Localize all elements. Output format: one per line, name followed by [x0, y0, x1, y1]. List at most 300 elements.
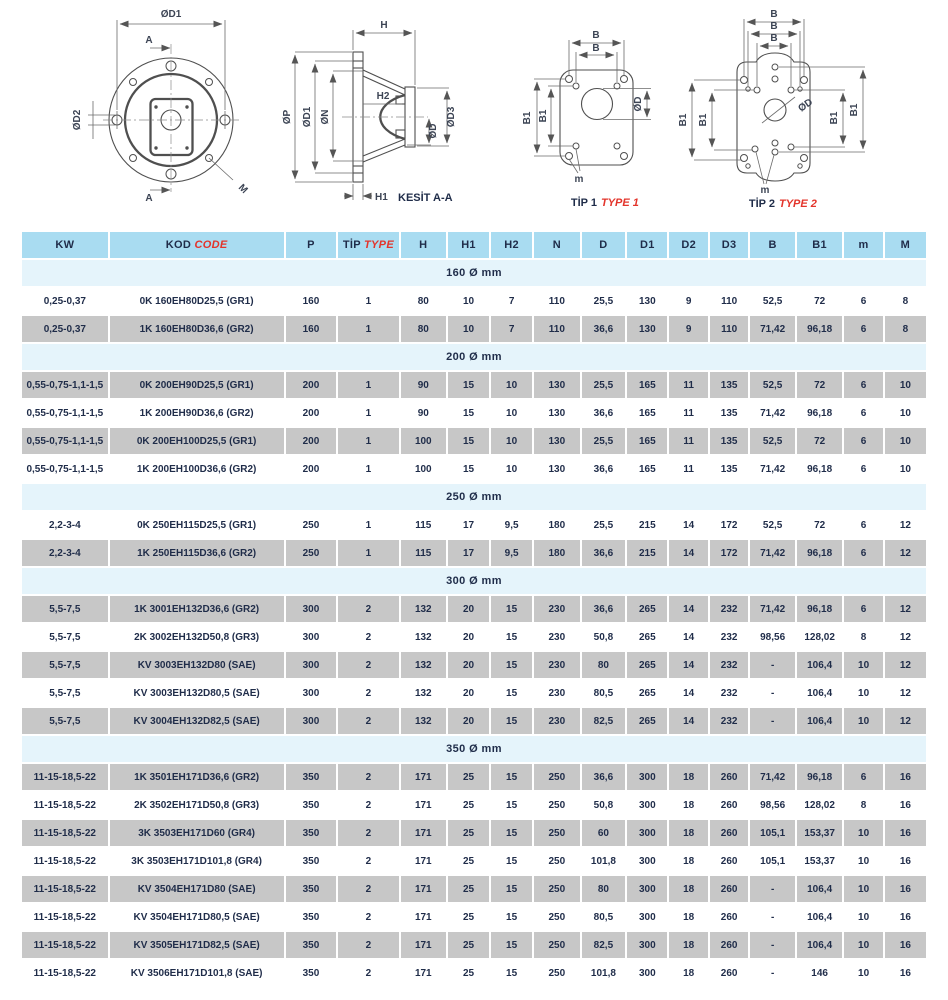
table-cell: 6 — [844, 428, 882, 454]
table-cell: 1 — [338, 512, 398, 538]
table-cell: 10 — [844, 708, 882, 734]
table-cell: 130 — [534, 372, 579, 398]
tip1-caption-en: TYPE 1 — [601, 197, 639, 209]
table-cell: 5,5-7,5 — [22, 596, 108, 622]
table-cell: 10 — [844, 960, 882, 986]
table-cell: 1K 250EH115D36,6 (GR2) — [110, 540, 284, 566]
table-cell: 100 — [401, 456, 446, 482]
table-cell: 130 — [627, 288, 667, 314]
table-cell: KV 3506EH171D101,8 (SAE) — [110, 960, 284, 986]
table-cell: 1 — [338, 288, 398, 314]
col-header-h: H — [401, 232, 446, 258]
table-cell: 50,8 — [582, 624, 626, 650]
table-cell: 350 — [286, 792, 337, 818]
col-header-kw: KW — [22, 232, 108, 258]
table-cell: - — [750, 708, 795, 734]
table-cell: 12 — [885, 652, 926, 678]
table-cell: 250 — [534, 764, 579, 790]
table-cell: 90 — [401, 400, 446, 426]
table-cell: 52,5 — [750, 372, 795, 398]
table-cell: 82,5 — [582, 708, 626, 734]
table-cell: 200 — [286, 372, 337, 398]
table-cell: 11 — [669, 400, 707, 426]
table-cell: 10 — [844, 904, 882, 930]
table-cell: 1 — [338, 372, 398, 398]
table-cell: 80,5 — [582, 904, 626, 930]
table-cell: 12 — [885, 596, 926, 622]
table-cell: 130 — [627, 316, 667, 342]
table-cell: 130 — [534, 428, 579, 454]
table-cell: 18 — [669, 848, 707, 874]
table-cell: 18 — [669, 932, 707, 958]
table-cell: 132 — [401, 680, 446, 706]
table-cell: 106,4 — [797, 652, 842, 678]
table-cell: 250 — [534, 792, 579, 818]
table-cell: 160 — [286, 288, 337, 314]
table-cell: 6 — [844, 764, 882, 790]
table-cell: 2 — [338, 764, 398, 790]
table-cell: 18 — [669, 904, 707, 930]
dim-label-b1-right-outer: B1 — [849, 103, 860, 117]
table-cell: 1K 200EH90D36,6 (GR2) — [110, 400, 284, 426]
table-cell: 0,55-0,75-1,1-1,5 — [22, 400, 108, 426]
col-header-n: N — [534, 232, 579, 258]
table-cell: 165 — [627, 428, 667, 454]
dim-label-h: H — [380, 20, 388, 31]
table-cell: 10 — [491, 428, 532, 454]
dim-label-m-tip2: m — [760, 185, 770, 196]
table-cell: 96,18 — [797, 400, 842, 426]
table-cell: 350 — [286, 932, 337, 958]
col-header-kod: KOD CODE — [110, 232, 284, 258]
table-cell: 7 — [491, 288, 532, 314]
table-cell: 0K 200EH90D25,5 (GR1) — [110, 372, 284, 398]
table-cell: 300 — [627, 820, 667, 846]
table-cell: KV 3504EH171D80 (SAE) — [110, 876, 284, 902]
table-cell: 135 — [710, 400, 748, 426]
table-row — [22, 652, 926, 678]
table-cell: 0,55-0,75-1,1-1,5 — [22, 428, 108, 454]
table-cell: 230 — [534, 624, 579, 650]
table-row — [22, 596, 926, 622]
table-cell: 11-15-18,5-22 — [22, 876, 108, 902]
table-cell: 2 — [338, 848, 398, 874]
table-cell: 300 — [627, 960, 667, 986]
col-header-p: P — [286, 232, 337, 258]
table-cell: KV 3505EH171D82,5 (SAE) — [110, 932, 284, 958]
table-cell: 14 — [669, 708, 707, 734]
tip1-drawing — [522, 30, 651, 209]
table-cell: 2K 3502EH171D50,8 (GR3) — [110, 792, 284, 818]
table-cell: 9,5 — [491, 540, 532, 566]
table-cell: 15 — [491, 848, 532, 874]
col-header-d2: D2 — [669, 232, 707, 258]
table-cell: 265 — [627, 624, 667, 650]
table-cell: 0,55-0,75-1,1-1,5 — [22, 456, 108, 482]
table-cell: 101,8 — [582, 960, 626, 986]
table-cell: 72 — [797, 428, 842, 454]
table-cell: 300 — [627, 904, 667, 930]
table-cell: 96,18 — [797, 596, 842, 622]
table-cell: 16 — [885, 848, 926, 874]
table-cell: 6 — [844, 316, 882, 342]
table-cell: 200 — [286, 428, 337, 454]
table-cell: 106,4 — [797, 708, 842, 734]
table-row — [22, 764, 926, 790]
dim-label-h2: H2 — [376, 91, 390, 102]
table-cell: 180 — [534, 512, 579, 538]
table-cell: 15 — [491, 652, 532, 678]
table-cell: 18 — [669, 960, 707, 986]
table-cell: 10 — [844, 848, 882, 874]
table-cell: 2 — [338, 596, 398, 622]
table-cell: 110 — [534, 316, 579, 342]
table-cell: 101,8 — [582, 848, 626, 874]
table-cell: 14 — [669, 624, 707, 650]
table-cell: 2 — [338, 680, 398, 706]
table-cell: - — [750, 932, 795, 958]
table-cell: KV 3004EH132D82,5 (SAE) — [110, 708, 284, 734]
technical-drawings — [0, 0, 948, 230]
col-header-m-small: m — [844, 232, 882, 258]
table-cell: 18 — [669, 876, 707, 902]
table-cell: 130 — [534, 400, 579, 426]
dim-label-od1-section: ØD1 — [302, 106, 313, 128]
table-cell: 128,02 — [797, 624, 842, 650]
table-cell: 2 — [338, 708, 398, 734]
table-row — [22, 372, 926, 398]
table-cell: 20 — [448, 596, 489, 622]
table-cell: 25,5 — [582, 372, 626, 398]
table-cell: 300 — [286, 652, 337, 678]
dim-label-od3: ØD3 — [446, 106, 457, 128]
table-cell: 10 — [448, 288, 489, 314]
table-cell: 36,6 — [582, 316, 626, 342]
table-cell: 36,6 — [582, 596, 626, 622]
table-row — [22, 456, 926, 482]
table-cell: 171 — [401, 792, 446, 818]
table-cell: 100 — [401, 428, 446, 454]
table-row — [22, 848, 926, 874]
table-cell: 10 — [844, 652, 882, 678]
table-cell: 153,37 — [797, 820, 842, 846]
table-cell: 350 — [286, 876, 337, 902]
table-cell: 14 — [669, 652, 707, 678]
table-cell: 10 — [844, 876, 882, 902]
table-cell: 350 — [286, 764, 337, 790]
table-row — [22, 428, 926, 454]
technical-drawings-area — [0, 0, 948, 230]
table-cell: 250 — [286, 512, 337, 538]
table-cell: 172 — [710, 512, 748, 538]
table-cell: 6 — [844, 596, 882, 622]
table-cell: 12 — [885, 624, 926, 650]
table-cell: 1 — [338, 428, 398, 454]
table-cell: 265 — [627, 596, 667, 622]
table-cell: 11-15-18,5-22 — [22, 792, 108, 818]
table-cell: 250 — [534, 876, 579, 902]
table-cell: 80 — [582, 652, 626, 678]
table-cell: 16 — [885, 960, 926, 986]
table-cell: 230 — [534, 680, 579, 706]
table-cell: 12 — [885, 540, 926, 566]
table-header-row — [22, 232, 926, 258]
table-cell: 11-15-18,5-22 — [22, 932, 108, 958]
dim-label-b1-tip2: B — [770, 9, 778, 20]
table-cell: 15 — [491, 904, 532, 930]
table-cell: 165 — [627, 400, 667, 426]
table-cell: 6 — [844, 540, 882, 566]
tip2-caption: TİP 2 — [748, 198, 775, 210]
front-view-drawing — [72, 9, 250, 204]
table-cell: 18 — [669, 820, 707, 846]
table-cell: 15 — [491, 932, 532, 958]
table-cell: 25 — [448, 960, 489, 986]
table-cell: 11 — [669, 428, 707, 454]
table-cell: 72 — [797, 512, 842, 538]
table-cell: 10 — [844, 820, 882, 846]
table-cell: 10 — [885, 428, 926, 454]
table-cell: 15 — [491, 596, 532, 622]
table-cell: 10 — [885, 456, 926, 482]
table-cell: 6 — [844, 372, 882, 398]
table-cell: 25 — [448, 904, 489, 930]
dim-label-b1-left-inner: B1 — [698, 113, 709, 127]
table-cell: 300 — [627, 764, 667, 790]
table-cell: 171 — [401, 764, 446, 790]
table-cell: 200 — [286, 456, 337, 482]
col-header-b: B — [750, 232, 795, 258]
table-row — [22, 680, 926, 706]
dimension-table — [20, 230, 928, 988]
col-header-tip: TİP TYPE — [338, 232, 398, 258]
table-cell: 110 — [710, 316, 748, 342]
table-cell: 52,5 — [750, 428, 795, 454]
table-cell: 36,6 — [582, 764, 626, 790]
table-cell: 165 — [627, 372, 667, 398]
table-cell: 11 — [669, 372, 707, 398]
table-cell: 8 — [844, 624, 882, 650]
table-cell: 5,5-7,5 — [22, 680, 108, 706]
table-cell: 71,42 — [750, 456, 795, 482]
col-header-h1: H1 — [448, 232, 489, 258]
table-cell: 80 — [401, 288, 446, 314]
table-cell: 36,6 — [582, 456, 626, 482]
table-cell: 165 — [627, 456, 667, 482]
table-cell: 14 — [669, 596, 707, 622]
table-cell: 2 — [338, 904, 398, 930]
table-cell: 110 — [534, 288, 579, 314]
col-header-m-big: M — [885, 232, 926, 258]
table-cell: 25 — [448, 764, 489, 790]
table-cell: 90 — [401, 372, 446, 398]
table-cell: 300 — [627, 848, 667, 874]
section-header-row — [22, 568, 926, 594]
table-cell: 11-15-18,5-22 — [22, 848, 108, 874]
table-cell: 0K 160EH80D25,5 (GR1) — [110, 288, 284, 314]
table-cell: 12 — [885, 680, 926, 706]
table-cell: - — [750, 876, 795, 902]
table-cell: 52,5 — [750, 512, 795, 538]
dim-label-m-tip1: m — [574, 174, 584, 185]
table-cell: 50,8 — [582, 792, 626, 818]
table-cell: 18 — [669, 764, 707, 790]
table-cell: 1K 160EH80D36,6 (GR2) — [110, 316, 284, 342]
table-row — [22, 820, 926, 846]
table-cell: 110 — [710, 288, 748, 314]
table-cell: 260 — [710, 792, 748, 818]
table-cell: 82,5 — [582, 932, 626, 958]
table-cell: 265 — [627, 680, 667, 706]
section-header-row — [22, 260, 926, 286]
table-cell: 36,6 — [582, 400, 626, 426]
table-cell: 11-15-18,5-22 — [22, 764, 108, 790]
table-cell: 3K 3503EH171D101,8 (GR4) — [110, 848, 284, 874]
table-cell: 15 — [491, 708, 532, 734]
table-cell: 11 — [669, 456, 707, 482]
section-title: 250 Ø mm — [22, 484, 926, 510]
dim-label-b-outer: B — [592, 30, 600, 41]
table-cell: 15 — [491, 876, 532, 902]
table-cell: 350 — [286, 960, 337, 986]
table-cell: 2 — [338, 820, 398, 846]
table-cell: 106,4 — [797, 876, 842, 902]
table-cell: 25 — [448, 848, 489, 874]
dim-label-od-tip2: ØD — [796, 96, 816, 115]
table-cell: 106,4 — [797, 904, 842, 930]
table-cell: 15 — [491, 764, 532, 790]
table-cell: 25 — [448, 876, 489, 902]
col-header-d3: D3 — [710, 232, 748, 258]
table-cell: 260 — [710, 960, 748, 986]
table-cell: 230 — [534, 596, 579, 622]
table-row — [22, 624, 926, 650]
table-cell: 171 — [401, 960, 446, 986]
table-cell: 130 — [534, 456, 579, 482]
section-mark-a-top: A — [145, 35, 153, 46]
table-cell: KV 3003EH132D80 (SAE) — [110, 652, 284, 678]
table-cell: 128,02 — [797, 792, 842, 818]
tip1-caption: TİP 1 — [570, 197, 597, 209]
table-cell: 171 — [401, 820, 446, 846]
dim-label-b1-outer: B1 — [522, 111, 533, 125]
table-cell: 6 — [844, 456, 882, 482]
table-cell: 5,5-7,5 — [22, 652, 108, 678]
table-cell: 16 — [885, 764, 926, 790]
table-cell: 25,5 — [582, 512, 626, 538]
table-cell: 71,42 — [750, 596, 795, 622]
table-cell: 171 — [401, 904, 446, 930]
table-cell: 300 — [627, 792, 667, 818]
table-cell: 105,1 — [750, 848, 795, 874]
table-cell: 52,5 — [750, 288, 795, 314]
section-header-row — [22, 344, 926, 370]
table-cell: 2 — [338, 624, 398, 650]
table-cell: 71,42 — [750, 540, 795, 566]
dim-label-h1: H1 — [375, 192, 388, 203]
table-cell: 215 — [627, 512, 667, 538]
dim-label-b1-inner: B1 — [538, 109, 549, 123]
table-cell: 171 — [401, 932, 446, 958]
table-cell: 232 — [710, 652, 748, 678]
table-cell: 98,56 — [750, 624, 795, 650]
table-cell: 10 — [885, 400, 926, 426]
table-cell: 180 — [534, 540, 579, 566]
table-cell: 10 — [491, 372, 532, 398]
table-cell: 5,5-7,5 — [22, 708, 108, 734]
table-cell: 71,42 — [750, 316, 795, 342]
table-cell: 105,1 — [750, 820, 795, 846]
table-cell: 115 — [401, 540, 446, 566]
table-cell: 260 — [710, 876, 748, 902]
table-cell: 232 — [710, 680, 748, 706]
table-cell: 12 — [885, 512, 926, 538]
table-cell: 8 — [844, 792, 882, 818]
table-cell: 14 — [669, 680, 707, 706]
table-cell: 230 — [534, 708, 579, 734]
table-cell: 106,4 — [797, 932, 842, 958]
dim-label-b-inner: B — [592, 43, 600, 54]
table-cell: 20 — [448, 680, 489, 706]
table-cell: 10 — [448, 316, 489, 342]
table-cell: 11-15-18,5-22 — [22, 960, 108, 986]
table-row — [22, 904, 926, 930]
table-cell: 135 — [710, 428, 748, 454]
table-cell: 96,18 — [797, 540, 842, 566]
table-cell: 260 — [710, 764, 748, 790]
table-cell: 96,18 — [797, 456, 842, 482]
table-row — [22, 876, 926, 902]
table-cell: 1K 200EH100D36,6 (GR2) — [110, 456, 284, 482]
table-cell: 80 — [401, 316, 446, 342]
table-cell: 25,5 — [582, 288, 626, 314]
table-cell: 1K 3501EH171D36,6 (GR2) — [110, 764, 284, 790]
table-cell: 2 — [338, 652, 398, 678]
table-cell: 300 — [627, 932, 667, 958]
table-cell: 16 — [885, 876, 926, 902]
dim-label-od-tip1: ØD — [633, 96, 644, 112]
table-cell: 230 — [534, 652, 579, 678]
table-cell: KV 3003EH132D80,5 (SAE) — [110, 680, 284, 706]
table-cell: 6 — [844, 400, 882, 426]
table-cell: 135 — [710, 456, 748, 482]
table-cell: 25 — [448, 820, 489, 846]
table-cell: 14 — [669, 512, 707, 538]
section-title: 200 Ø mm — [22, 344, 926, 370]
table-cell: 71,42 — [750, 400, 795, 426]
table-cell: 9 — [669, 316, 707, 342]
table-cell: 20 — [448, 708, 489, 734]
section-title: 160 Ø mm — [22, 260, 926, 286]
table-cell: 300 — [286, 624, 337, 650]
table-cell: - — [750, 960, 795, 986]
col-header-h2: H2 — [491, 232, 532, 258]
table-cell: 250 — [534, 848, 579, 874]
section-header-row — [22, 736, 926, 762]
table-row — [22, 932, 926, 958]
col-header-d: D — [582, 232, 626, 258]
dim-label-b1-left-outer: B1 — [678, 113, 689, 127]
table-cell: 1 — [338, 540, 398, 566]
dim-label-od-section: ØD — [428, 123, 439, 139]
table-cell: - — [750, 652, 795, 678]
table-cell: 25,5 — [582, 428, 626, 454]
table-row — [22, 540, 926, 566]
table-cell: 300 — [286, 708, 337, 734]
table-cell: 2 — [338, 960, 398, 986]
table-cell: 160 — [286, 316, 337, 342]
table-cell: 25 — [448, 932, 489, 958]
